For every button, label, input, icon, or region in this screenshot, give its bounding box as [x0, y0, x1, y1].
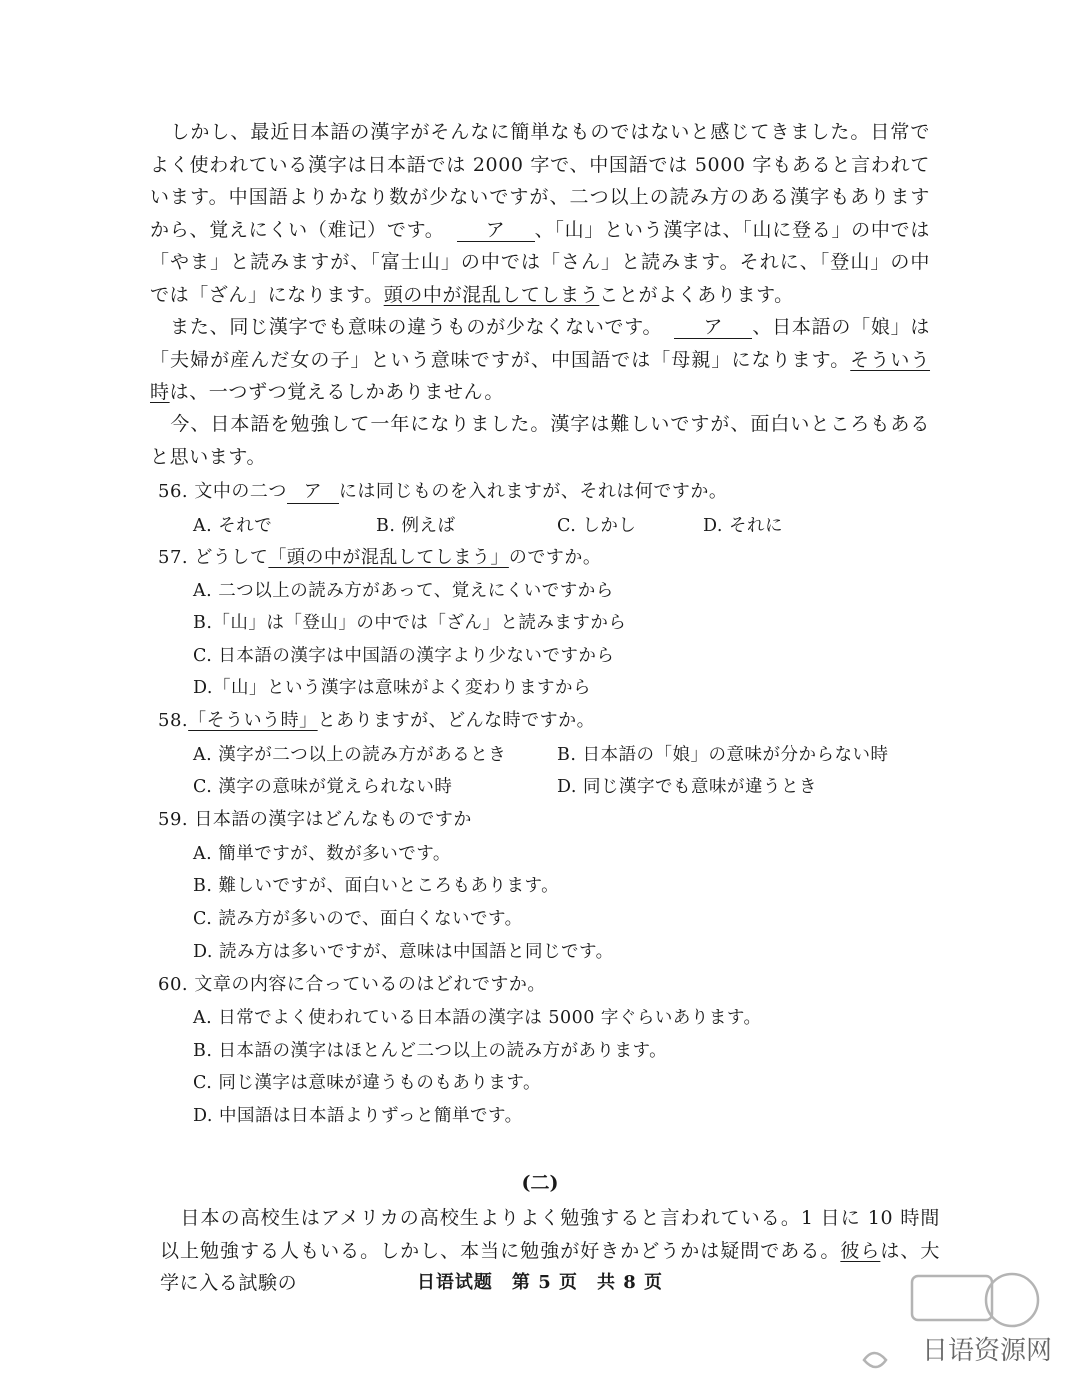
- question-60: 60. 文章の内容に合っているのはどれですか。: [158, 974, 546, 995]
- page-footer: 日语试题 第 5 页 共 8 页: [416, 1272, 664, 1293]
- q56-option-c[interactable]: C. しかし: [557, 516, 637, 536]
- q57-option-b[interactable]: B.「山」は「登山」の中では「ざん」と読みますから: [193, 613, 627, 633]
- watermark-text: 日语资源网: [921, 1336, 1052, 1366]
- q57-option-c[interactable]: C. 日本語の漢字は中国語の漢字より少ないですから: [193, 646, 615, 666]
- q60-option-b[interactable]: B. 日本語の漢字はほとんど二つ以上の読み方があります。: [193, 1041, 668, 1061]
- q59-option-b[interactable]: B. 難しいですが、面白いところもあります。: [193, 876, 560, 896]
- underlined-phrase: 「そういう時」: [188, 710, 318, 731]
- q60-option-d[interactable]: D. 中国語は日本語よりずっと簡単です。: [193, 1106, 523, 1126]
- q57-option-d[interactable]: D.「山」という漢字は意味がよく変わりますから: [193, 678, 591, 698]
- question-56: 56. 文中の二つ ア には同じものを入れますが、それは何ですか。: [158, 481, 728, 502]
- watermark-logo: [852, 1260, 1062, 1390]
- section-title: (二): [521, 1172, 559, 1194]
- question-58: 58.「そういう時」とありますが、どんな時ですか。: [158, 710, 596, 731]
- q59-option-d[interactable]: D. 読み方は多いですが、意味は中国語と同じです。: [193, 942, 614, 962]
- question-57: 57. どうして「頭の中が混乱してしまう」のですか。: [158, 547, 602, 568]
- q60-option-a[interactable]: A. 日常でよく使われている日本語の漢字は 5000 字ぐらいあります。: [193, 1008, 762, 1028]
- q59-option-a[interactable]: A. 簡単ですが、数が多いです。: [193, 844, 451, 864]
- q58-option-b[interactable]: B. 日本語の「娘」の意味が分からない時: [557, 745, 889, 765]
- answer-blank: ア: [287, 481, 339, 504]
- question-59: 59. 日本語の漢字はどんなものですか: [158, 809, 472, 830]
- q56-option-b[interactable]: B. 例えば: [376, 516, 456, 536]
- q60-option-c[interactable]: C. 同じ漢字は意味が違うものもあります。: [193, 1073, 541, 1093]
- section2-paragraph: 日本の高校生はアメリカの高校生よりよく勉強すると言われている。1 日に 10 時間以上勉強する人もいる。しかし、本当に勉強が好きかどうかは疑問である。彼らは、大学に入る試験の: [160, 1207, 940, 1294]
- q56-option-a[interactable]: A. それで: [193, 516, 273, 536]
- passage-paragraph-1: しかし、最近日本語の漢字がそんなに簡単なものではないと感じてきました。日常でよく使われている漢字は日本語では 2000 字で、中国語では 5000 字もあると言われています。中国語よりかなり数が少ないですが、二つ以上の読み方のある漢字もありますから、覚えにくい（难记）です。 ア 、「山」という漢字は、「山に登る」の中では「やま」と読みますが、「富士山」の中では「さん」と読みます。それに、「登山」の中では「ざん」になります。頭の中が混乱してしまうことがよくあります。: [150, 121, 930, 306]
- q58-option-a[interactable]: A. 漢字が二つ以上の読み方があるとき: [193, 745, 507, 765]
- underlined-phrase: 「頭の中が混乱してしまう」: [268, 547, 509, 568]
- passage-paragraph-2: また、同じ漢字でも意味の違うものが少なくないです。 ア 、日本語の「娘」は「夫婦が産んだ女の子」という意味ですが、中国語では「母親」になります。そういう時は、一つずつ覚えるしかありません。: [150, 316, 931, 403]
- passage-paragraph-3: 今、日本語を勉強して一年になりました。漢字は難しいですが、面白いところもあると思います。: [150, 413, 930, 468]
- underlined-phrase: 頭の中が混乱してしまう: [383, 283, 600, 306]
- answer-blank: ア: [674, 316, 752, 339]
- answer-blank: ア: [457, 219, 535, 242]
- q59-option-c[interactable]: C. 読み方が多いので、面白くないです。: [193, 909, 523, 929]
- q58-option-d[interactable]: D. 同じ漢字でも意味が違うとき: [557, 777, 818, 797]
- q57-option-a[interactable]: A. 二つ以上の読み方があって、覚えにくいですから: [193, 581, 614, 601]
- underlined-phrase: そういう時: [150, 348, 931, 403]
- underlined-phrase: 彼ら: [840, 1239, 881, 1262]
- q56-option-d[interactable]: D. それに: [703, 516, 784, 536]
- q58-option-c[interactable]: C. 漢字の意味が覚えられない時: [193, 777, 453, 797]
